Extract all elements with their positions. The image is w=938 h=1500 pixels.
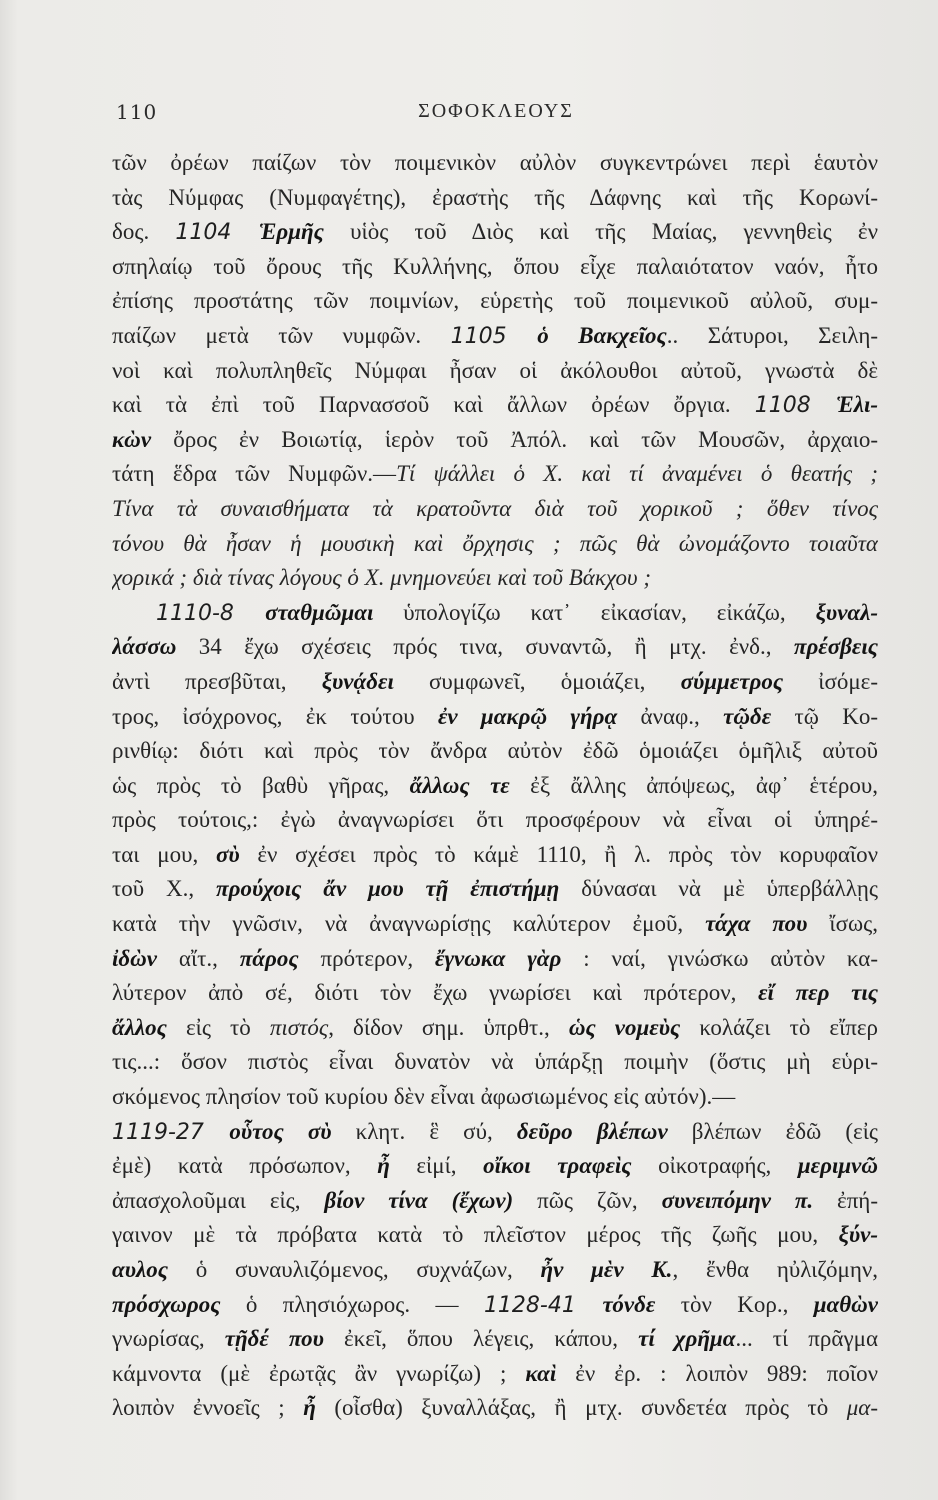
text-run: ἀναφ., xyxy=(617,703,724,729)
text-line xyxy=(112,1253,878,1288)
text-run: ἐπή- xyxy=(813,1187,878,1213)
lemma: μεριμνῶ xyxy=(797,1153,878,1179)
text-run: .. Σάτυροι, Σειλη- xyxy=(666,322,878,348)
text-line xyxy=(112,527,878,562)
text-run: ὁ πλησιόχωρος. — xyxy=(220,1291,484,1317)
lemma: βίον τίνα (ἔχων) xyxy=(324,1187,514,1213)
text-run: ἐξ ἄλλης ἀπόψεως, ἀφ᾽ ἑτέρου, xyxy=(509,772,878,798)
text-run: πρὸς τούτοις,: ἐγὼ ἀναγνωρίσει ὅτι προσφέρουν νὰ εἶναι οἱ ὑπηρέ- xyxy=(112,807,878,833)
text-line xyxy=(112,976,878,1011)
text-run: ὑπολογίζω κατ᾽ εἰκασίαν, εἰκάζω, xyxy=(373,599,816,625)
text-run: ται μου, xyxy=(112,841,216,867)
text-run: τις...: ὅσον πιστὸς εἶναι δυνατὸν νὰ ὑπάρξῃ ποιμὴν (ὅστις μὴ εὑρι- xyxy=(112,1049,878,1075)
lemma: κὼν xyxy=(112,426,152,452)
text-run: παίζων μετὰ τῶν νυμφῶν. xyxy=(112,322,451,348)
text-run: τοῦ Χ., xyxy=(112,876,217,902)
running-head: ΣΟΦΟΚΛΕΟΥΣ xyxy=(418,100,574,122)
text-run: ἐπίσης προστάτης τῶν ποιμνίων, εὑρετὴς τοῦ ποιμενικοῦ αὐλοῦ, συμ- xyxy=(112,288,878,314)
lemma: τῷδε xyxy=(723,703,772,729)
text-run: τῶν ὀρέων παίζων τὸν ποιμενικὸν αὐλὸν συγκεντρώνει περὶ ἑαυτὸν xyxy=(112,150,878,175)
text-run: τὸν Κορ., xyxy=(655,1291,814,1317)
text-line xyxy=(112,596,878,631)
text-run: αἴτ., xyxy=(157,945,240,971)
text-run: ἐν σχέσει πρὸς τὸ κάμὲ 1110, ἢ λ. πρὸς τὸν κορυφαῖον xyxy=(239,841,878,867)
lemma: ἦν μὲν Κ. xyxy=(540,1257,673,1282)
lemma: συνειπόμην π. xyxy=(661,1187,814,1213)
text-run: ἐμὲ) κατὰ πρόσωπον, xyxy=(112,1153,378,1179)
text-run: λοιπὸν ἐννοεῖς ; xyxy=(112,1395,304,1421)
lemma: πρέσβεις xyxy=(793,634,878,660)
line-number: 1110-8 xyxy=(156,600,266,626)
text-line xyxy=(112,181,878,216)
lemma: μαθὼν xyxy=(813,1291,878,1317)
text-line xyxy=(112,907,878,942)
text-run: τῷ Κο- xyxy=(771,703,878,729)
lemma: πάρος xyxy=(239,945,299,971)
text-run: πῶς ζῶν, xyxy=(513,1187,662,1213)
lemma: ὁ Βακχεῖος xyxy=(537,322,667,348)
text-run: συμφωνεῖ, ὁμοιάζει, xyxy=(393,668,681,694)
text-run: σπηλαίῳ τοῦ ὄρους τῆς Κυλλήνης, ὅπου εἶχε παλαιότατον ναόν, ἦτο xyxy=(112,253,878,279)
text-run: ἰσόμε- xyxy=(783,668,878,694)
page-header xyxy=(116,100,876,136)
text-line xyxy=(112,1357,878,1392)
text-line xyxy=(112,1149,878,1184)
text-line xyxy=(112,1218,878,1253)
line-number: 1104 xyxy=(175,220,259,246)
text-line xyxy=(112,1288,878,1323)
text-line xyxy=(112,769,878,804)
lemma: Ἑλι- xyxy=(836,392,878,418)
text-run: δύνασαι νὰ μὲ ὑπερβάλλῃς xyxy=(559,876,878,902)
lemma: τί χρῆμα xyxy=(638,1326,736,1352)
lemma: προύχοις ἄν μου τῇ ἐπιστήμῃ xyxy=(216,876,560,902)
lemma: ἄλλως τε xyxy=(409,772,510,798)
text-line xyxy=(112,942,878,977)
lemma: σταθμῶμαι xyxy=(265,599,374,625)
text-run: ἐκεῖ, ὅπου λέγεις, κάπου, xyxy=(323,1326,639,1352)
text-line xyxy=(112,1184,878,1219)
line-number: 1105 xyxy=(450,323,538,349)
text-run: κλητ. ἓ σύ, xyxy=(331,1118,517,1144)
text-line xyxy=(112,492,878,527)
text-run: τάτη ἕδρα τῶν Νυμφῶν.— xyxy=(112,461,397,487)
text-run: εἰς τὸ xyxy=(166,1014,270,1040)
lemma: καὶ xyxy=(525,1360,557,1386)
lemma: Ἑρμῆς xyxy=(258,219,324,245)
lemma: τόνδε xyxy=(602,1291,656,1317)
text-run: σκόμενος πλησίον τοῦ κυρίου δὲν εἶναι ἀφωσιωμένος εἰς αὐτόν).— xyxy=(112,1084,736,1110)
lemma: οἴκοι τραφεὶς xyxy=(483,1153,632,1179)
text-run: ὄρος ἐν Βοιωτίᾳ, ἱερὸν τοῦ Ἀπόλ. καὶ τῶν Μουσῶν, ἀρχαιο- xyxy=(151,426,878,452)
lemma: ξύν- xyxy=(838,1222,878,1248)
text-run: (οἶσθα) ξυναλλάξας, ἢ μτχ. συνδετέα πρὸς τὸ xyxy=(315,1395,847,1421)
lemma: σύμμετρος xyxy=(680,668,784,694)
line-number: 1128-41 xyxy=(483,1292,603,1318)
commentary-text xyxy=(112,146,878,1426)
italic-text: Τί ψάλλει ὁ Χ. καὶ τί ἀναμένει ὁ θεατής ; xyxy=(396,461,878,487)
text-run: καὶ τὰ ἐπὶ τοῦ Παρνασσοῦ καὶ ἄλλων ὀρέων ὄργια. xyxy=(112,392,755,418)
lemma: ἐν μακρῷ γήρᾳ xyxy=(437,703,618,729)
lemma: ξυνᾴδει xyxy=(321,668,394,694)
text-run: ἀπασχολοῦμαι εἰς, xyxy=(112,1187,325,1213)
lemma: αυλος xyxy=(112,1257,168,1282)
text-run: πρότερον, xyxy=(298,945,436,971)
text-run: υἱὸς τοῦ Διὸς καὶ τῆς Μαίας, γεννηθεὶς ἐν xyxy=(323,219,878,245)
text-line xyxy=(112,665,878,700)
text-line xyxy=(112,284,878,319)
text-run: ρινθίῳ: διότι καὶ πρὸς τὸν ἄνδρα αὐτὸν ἐδῶ ὁμοιάζει ὁμῆλιξ αὐτοῦ xyxy=(112,738,878,764)
text-run: ἐν ἐρ. : λοιπὸν 989: ποῖον xyxy=(556,1360,878,1386)
text-line xyxy=(112,700,878,735)
text-line xyxy=(112,838,878,873)
text-run: , δίδον σημ. ὑπρθτ., xyxy=(328,1014,569,1040)
text-line xyxy=(112,319,878,354)
line-number: 1108 xyxy=(754,393,837,419)
text-run: κατὰ τὴν γνῶσιν, νὰ ἀναγνωρίσῃς καλύτερον ἐμοῦ, xyxy=(112,911,706,937)
text-line xyxy=(112,561,878,596)
text-run: ... τί πρᾶγμα xyxy=(735,1326,878,1352)
text-line xyxy=(112,457,878,492)
text-line xyxy=(112,388,878,423)
italic-text: πιστός xyxy=(269,1014,329,1040)
lemma: ἰδὼν xyxy=(112,945,158,971)
lemma: ἦ xyxy=(377,1153,390,1179)
lemma: ὡς νομεὺς xyxy=(568,1014,681,1040)
text-run: τρος, ἰσόχρονος, ἐκ τούτου xyxy=(112,703,438,729)
lemma: ἦ xyxy=(303,1395,316,1421)
text-line xyxy=(112,1115,878,1150)
text-run: ὁ συναυλιζόμενος, συχνάζων, xyxy=(167,1257,541,1282)
lemma: λάσσω xyxy=(112,634,177,660)
lemma: εἴ περ τις xyxy=(758,980,878,1006)
text-run: τὰς Νύμφας (Νυμφαγέτης), ἐραστὴς τῆς Δάφνης καὶ τῆς Κορωνί- xyxy=(112,184,878,210)
text-line xyxy=(112,146,878,181)
text-run: κάμνοντα (μὲ ἐρωτᾷς ἂν γνωρίζω) ; xyxy=(112,1360,526,1386)
text-line xyxy=(112,1391,878,1426)
text-run: νοὶ καὶ πολυπληθεῖς Νύμφαι ἦσαν οἱ ἀκόλουθοι αὐτοῦ, γνωστὰ δὲ xyxy=(112,357,878,383)
text-line xyxy=(112,423,878,458)
text-run: γαινον μὲ τὰ πρόβατα κατὰ τὸ πλεῖστον μέρος τῆς ζωῆς μου, xyxy=(112,1222,839,1248)
line-number: 1119-27 xyxy=(112,1119,230,1145)
text-run: λύτερον ἀπὸ σέ, διότι τὸν ἔχω γνωρίσει καὶ πρότερον, xyxy=(112,980,759,1006)
text-line xyxy=(112,354,878,389)
text-line xyxy=(112,215,878,250)
lemma: σὺ xyxy=(215,841,240,867)
text-run: κολάζει τὸ εἴπερ xyxy=(680,1014,878,1040)
lemma: οὗτος σὺ xyxy=(229,1118,332,1144)
text-line xyxy=(112,1080,878,1115)
lemma: τῇδέ που xyxy=(224,1326,324,1352)
lemma: δεῦρο βλέπων xyxy=(516,1118,668,1144)
text-run: βλέπων ἐδῶ (εἰς xyxy=(667,1118,878,1144)
italic-text: Τίνα τὰ συναισθήματα τὰ κρατοῦντα διὰ τοῦ χορικοῦ ; ὅθεν τίνος xyxy=(112,495,878,521)
text-line xyxy=(112,250,878,285)
text-line xyxy=(112,1045,878,1080)
lemma: ἔγνωκα γὰρ xyxy=(435,945,562,971)
text-run: εἰμί, xyxy=(389,1153,484,1179)
text-run: οἰκοτραφής, xyxy=(631,1153,798,1179)
lemma: πρόσχωρος xyxy=(112,1291,221,1317)
page-number: 110 xyxy=(116,100,158,124)
text-run: 34 ἔχω σχέσεις πρός τινα, συναντῶ, ἢ μτχ. ἐνδ., xyxy=(176,634,794,660)
text-line xyxy=(112,1322,878,1357)
lemma: ἄλλος xyxy=(112,1014,167,1040)
text-run: ἴσως, xyxy=(807,911,878,937)
italic-text: μα- xyxy=(846,1395,878,1421)
text-run: , ἔνθα ηὐλιζόμην, xyxy=(672,1257,878,1282)
text-run: ὡς πρὸς τὸ βαθὺ γῆρας, xyxy=(112,772,410,798)
italic-text: τόνου θὰ ἦσαν ἡ μουσικὴ καὶ ὄρχησις ; πῶς θὰ ὠνομάζοντο τοιαῦτα xyxy=(112,530,878,556)
lemma: ξυναλ- xyxy=(815,599,878,625)
text-run: γνωρίσας, xyxy=(112,1326,225,1352)
text-line xyxy=(112,1011,878,1046)
text-run: δος. xyxy=(112,219,176,245)
text-run: ἀντὶ πρεσβῦται, xyxy=(112,668,322,694)
text-line xyxy=(112,872,878,907)
italic-text: χορικά ; διὰ τίνας λόγους ὁ Χ. μνημονεύει καὶ τοῦ Βάκχου ; xyxy=(112,565,651,591)
text-line xyxy=(112,630,878,665)
text-run: : ναί, γινώσκω αὐτὸν κα- xyxy=(561,945,878,971)
text-line xyxy=(112,734,878,769)
text-line xyxy=(112,803,878,838)
lemma: τάχα που xyxy=(705,911,808,937)
